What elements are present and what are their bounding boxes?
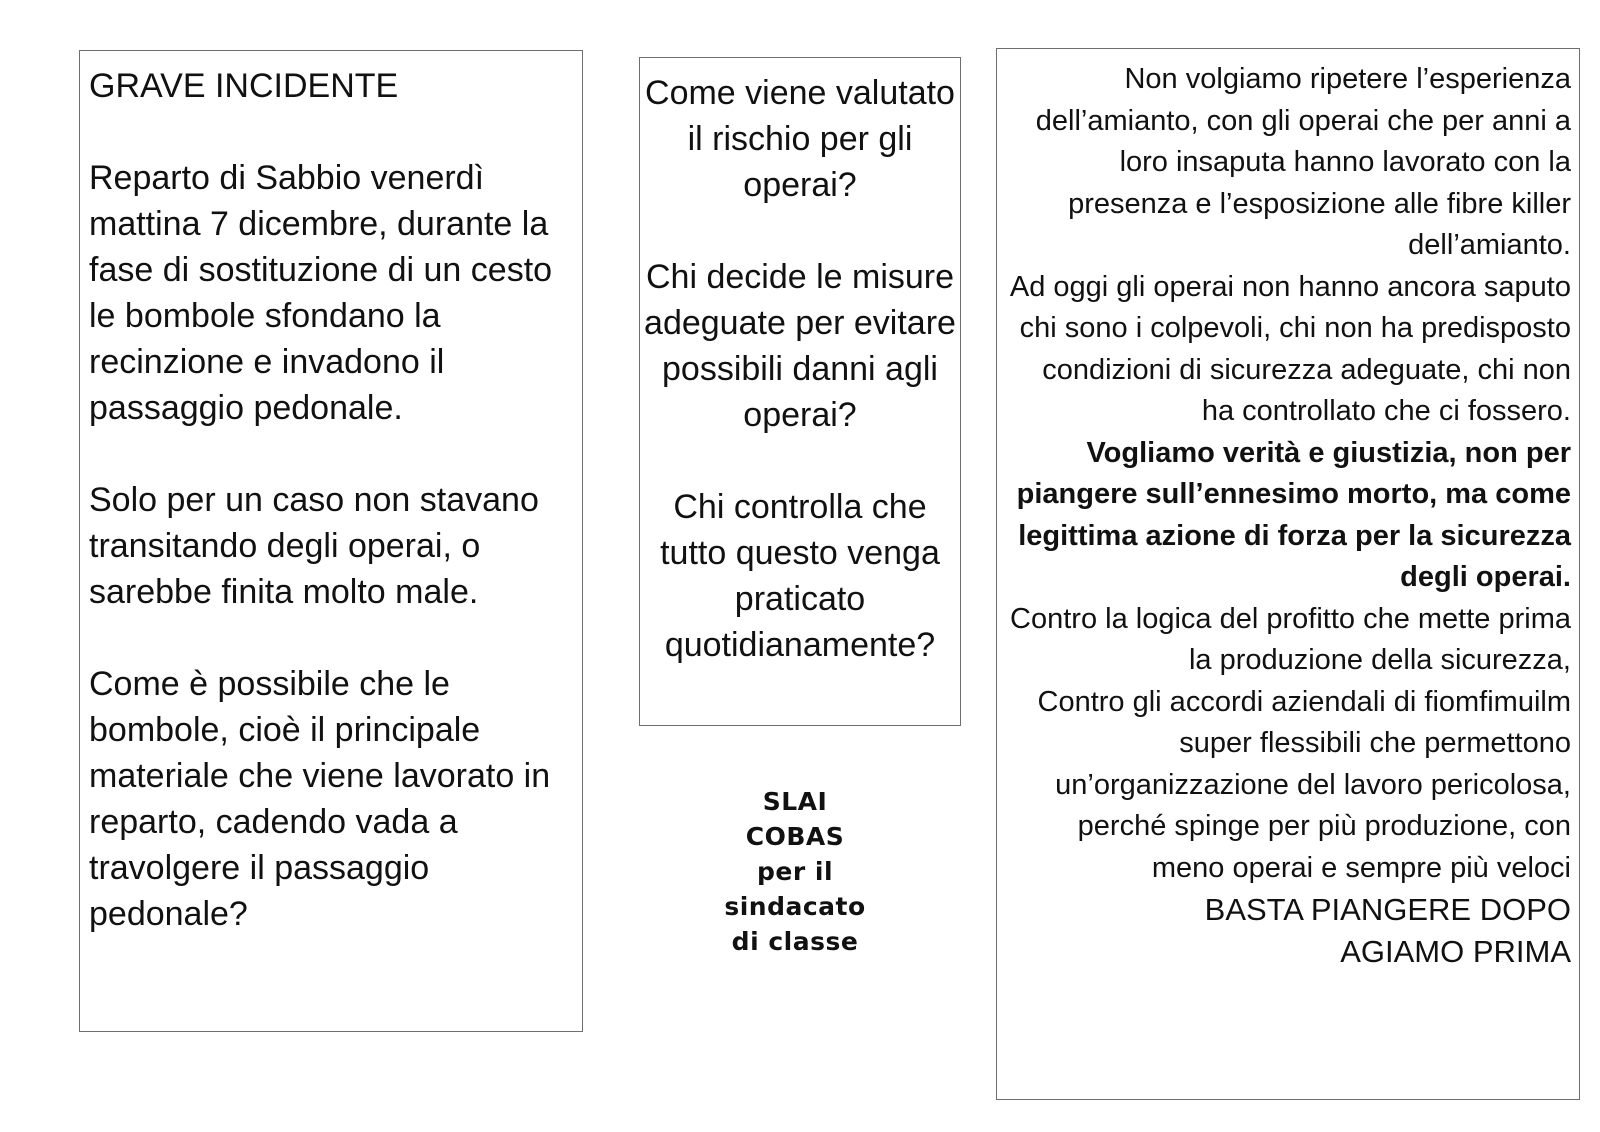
question-control: Chi controlla che tutto questo venga praticato quotidianamente? xyxy=(660,488,940,664)
logo-line: sindacato xyxy=(724,892,866,921)
slai-cobas-logo xyxy=(700,784,890,959)
culprits-paragraph: Ad oggi gli operai non hanno ancora saputo chi sono i colpevoli, chi non ha predisposto condizioni di sicurezza adeguate, chi non ha controllato che ci fossero. xyxy=(1009,270,1571,427)
right-panel xyxy=(996,48,1580,1100)
questions-panel xyxy=(639,57,961,726)
incident-title: GRAVE INCIDENTE xyxy=(89,67,399,105)
logo-line: SLAI xyxy=(762,787,828,816)
incident-consequence: Solo per un caso non stavano transitando degli operai, o sarebbe finita molto male. xyxy=(89,481,539,611)
incident-description: Reparto di Sabbio venerdì mattina 7 dicembre, durante la fase di sostituzione di un cesto le bombole sfondano la recinzione e invadono il passaggio pedonale. xyxy=(89,159,553,427)
profit-paragraph: Contro la logica del profitto che mette prima la produzione della sicurezza, xyxy=(1010,602,1571,676)
left-panel xyxy=(79,50,583,1032)
closing-slogan-line-1: BASTA PIANGERE DOPO xyxy=(1204,892,1571,927)
justice-statement: Vogliamo verità e giustizia, non per piangere sull’ennesimo morto, ma come legittima azione di forza per la sicurezza degli operai. xyxy=(1016,436,1571,593)
asbestos-paragraph: Non volgiamo ripetere l’esperienza dell’amianto, con gli operai che per anni a loro insaputa hanno lavorato con la presenza e l’esposizione alle fibre killer dell’amianto. xyxy=(1035,63,1571,261)
question-measures: Chi decide le misure adeguate per evitare possibili danni agli operai? xyxy=(644,258,956,434)
logo-line: di classe xyxy=(731,927,859,956)
question-risk: Come viene valutato il rischio per gli operai? xyxy=(645,74,955,204)
agreements-paragraph: Contro gli accordi aziendali di fiomfimuilm super flessibili che permettono un’organizzazione del lavoro pericolosa, perché spinge per più produzione, con meno operai e sempre più veloci xyxy=(1037,685,1571,884)
closing-slogan-line-2: AGIAMO PRIMA xyxy=(1340,933,1571,969)
logo-line: per il xyxy=(756,857,834,886)
incident-question: Come è possibile che le bombole, cioè il principale materiale che viene lavorato in reparto, cadendo vada a travolgere il passaggio pedonale? xyxy=(89,665,551,933)
logo-line: COBAS xyxy=(745,822,845,851)
